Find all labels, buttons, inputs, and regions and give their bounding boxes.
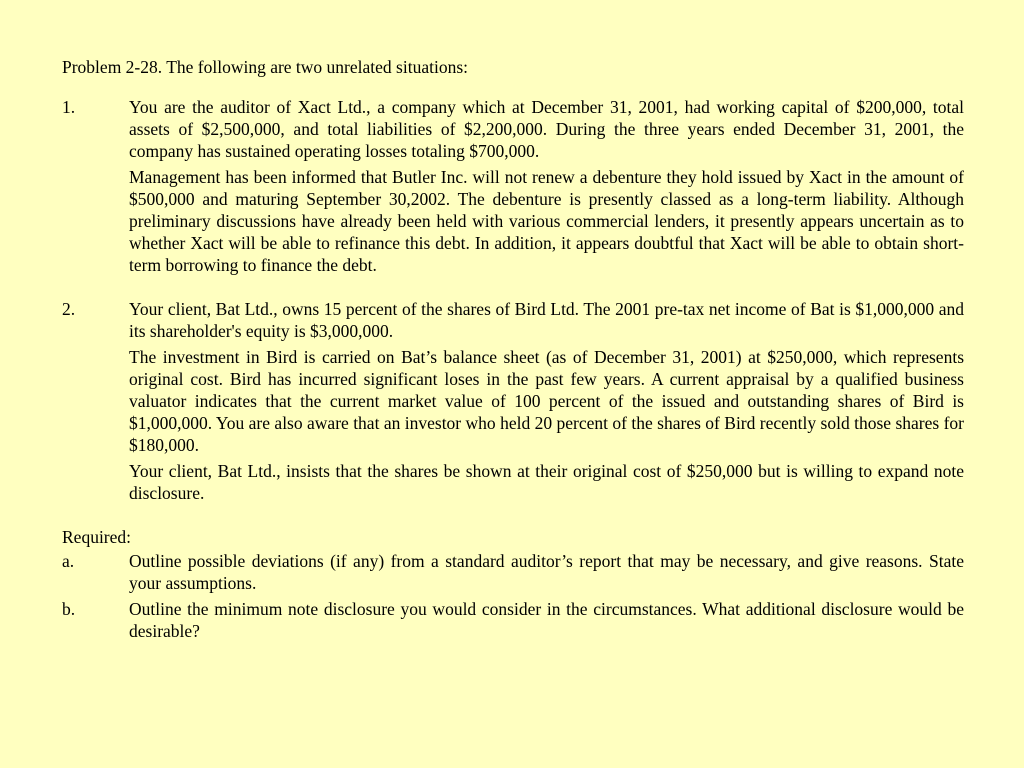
required-heading: Required: [62,527,132,547]
required-item-b [62,598,964,642]
required-letter: b. [62,599,76,619]
required-body [129,550,964,594]
situation-1 [62,96,964,280]
paragraph: You are the auditor of Xact Ltd., a company which at December 31, 2001, had working capital of $200,000, total assets of $2,500,000, and total liabilities of $2,200,000. During the three years ended December 31, 2001, the company has sustained operating losses totaling $700,000. [129,97,964,161]
situation-body [129,96,964,280]
paragraph: The investment in Bird is carried on Bat’s balance sheet (as of December 31, 2001) at $250,000, which represents original cost. Bird has incurred significant loses in the past few years. A current appraisal by a qualified business valuator indicates that the current market value of 100 percent of the issued and outstanding shares of Bird is $1,000,000. You are also aware that an investor who held 20 percent of the shares of Bird recently sold those shares for $180,000. [129,347,964,455]
required-text: Outline the minimum note disclosure you would consider in the circumstances. What additional disclosure would be desirable? [129,599,964,641]
paragraph: Management has been informed that Butler Inc. will not renew a debenture they hold issued by Xact in the amount of $500,000 and maturing September 30,2002. The debenture is presently classed as a long-term liability. Although preliminary discussions have already been held with various commercial lenders, it presently appears uncertain as to whether Xact will be able to refinance this debt. In addition, it appears doubtful that Xact will be able to obtain short-term borrowing to finance the debt. [129,167,964,275]
paragraph: Your client, Bat Ltd., insists that the shares be shown at their original cost of $250,000 but is willing to expand note disclosure. [129,461,964,503]
required-item-a [62,550,964,594]
problem-title: Problem 2-28. The following are two unrelated situations: [62,57,468,77]
situation-body [129,298,964,508]
situation-number: 1. [62,97,76,117]
situation-number: 2. [62,299,76,319]
required-text: Outline possible deviations (if any) from a standard auditor’s report that may be necessary, and give reasons. State your assumptions. [129,551,964,593]
required-body [129,598,964,642]
paragraph: Your client, Bat Ltd., owns 15 percent of the shares of Bird Ltd. The 2001 pre-tax net income of Bat is $1,000,000 and its shareholder's equity is $3,000,000. [129,299,964,341]
required-letter: a. [62,551,75,571]
slide-content [62,56,964,646]
situation-2 [62,298,964,508]
